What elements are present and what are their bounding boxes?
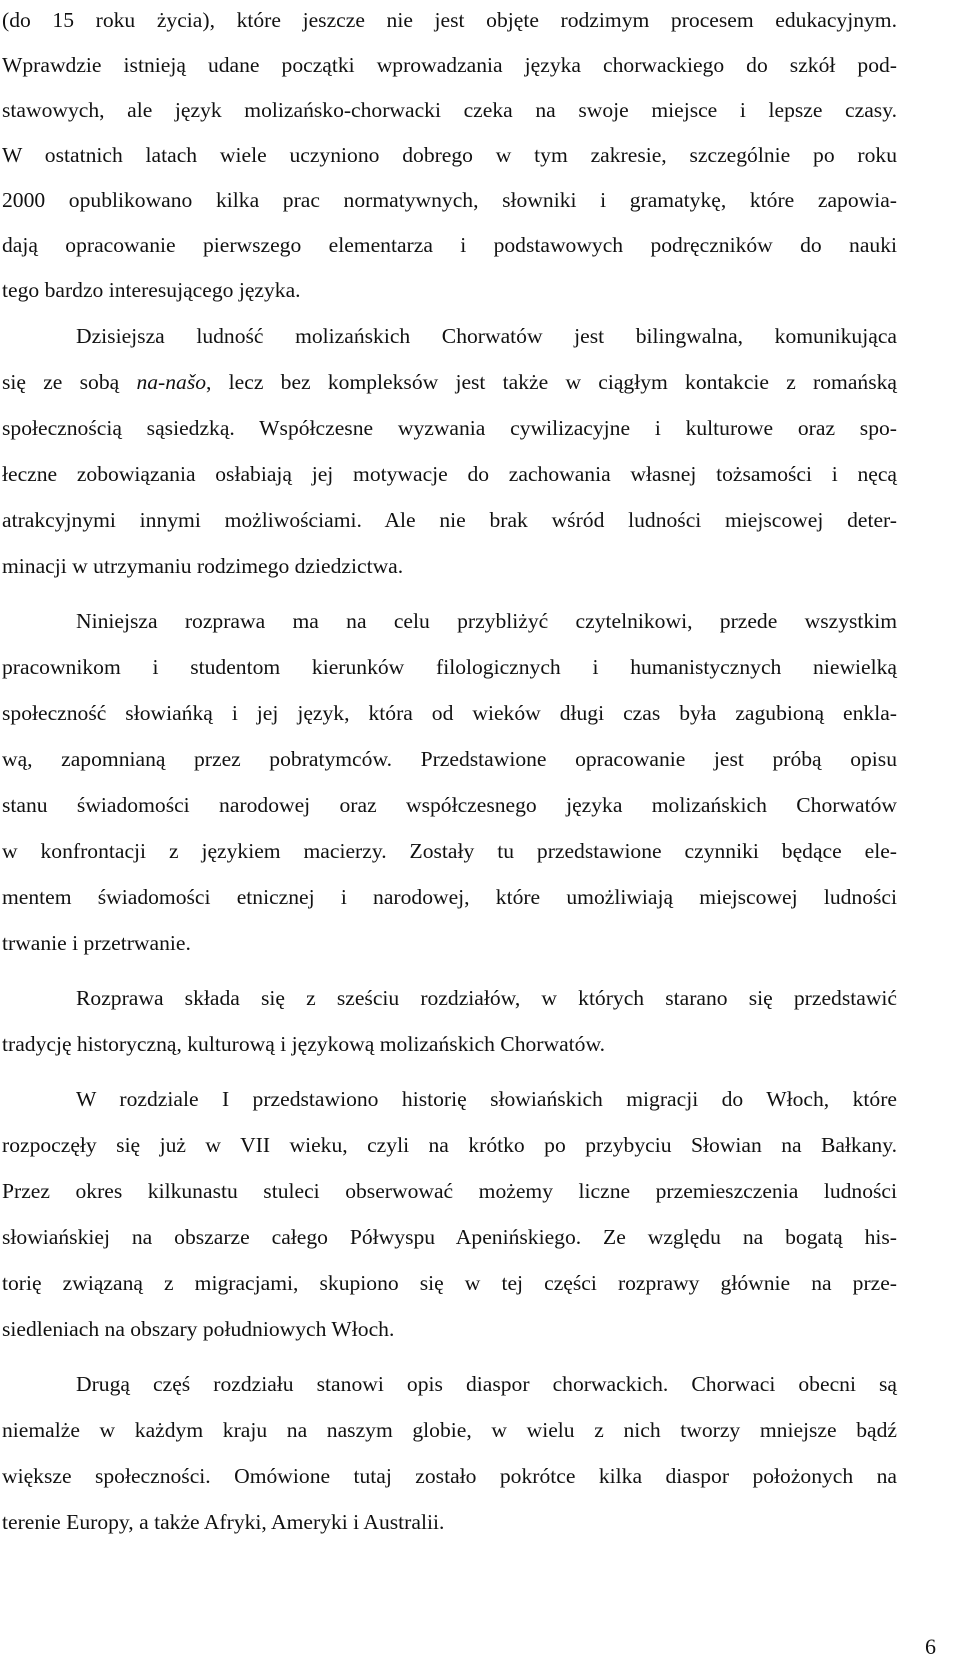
text-line: Niniejsza rozprawa ma na celu przybliżyć czytelnikowi, przede wszystkim (76, 609, 897, 633)
text-line: 2000 opublikowano kilka prac normatywnych, słowniki i gramatykę, które zapowia- (2, 188, 897, 212)
text-line: Dzisiejsza ludność molizańskich Chorwatów jest bilingwalna, komunikująca (76, 324, 897, 348)
text-line: stawowych, ale język molizańsko-chorwacki czeka na swoje miejsce i lepsze czasy. (2, 98, 897, 122)
text-line: w konfrontacji z językiem macierzy. Zostały tu przedstawione czynniki będące ele- (2, 839, 897, 863)
paragraph-3 (2, 598, 897, 966)
body-text (2, 0, 897, 1545)
text-line: tradycję historyczną, kulturową i językową molizańskich Chorwatów. (2, 1032, 606, 1056)
text-line: W rozdziale I przedstawiono historię słowiańskich migracji do Włoch, które (76, 1087, 897, 1111)
text-line: niemalże w każdym kraju na naszym globie, w wielu z nich tworzy mniejsze bądź (2, 1418, 897, 1442)
paragraph-5 (2, 1076, 897, 1352)
text-line: łeczne zobowiązania osłabiają jej motywacje do zachowania własnej tożsamości i nęcą (2, 462, 897, 486)
text-line: atrakcyjnymi innymi możliwościami. Ale nie brak wśród ludności miejscowej deter- (2, 508, 897, 532)
text-line: większe społeczności. Omówione tutaj zostało pokrótce kilka diaspor położonych na (2, 1464, 897, 1488)
text-line: W ostatnich latach wiele uczyniono dobrego w tym zakresie, szczególnie po roku (2, 143, 897, 167)
paragraph-spacer (2, 1352, 897, 1361)
text-line: stanu świadomości narodowej oraz współczesnego języka molizańskich Chorwatów (2, 793, 897, 817)
paragraph-spacer (2, 589, 897, 598)
text-line: Wprawdzie istnieją udane początki wprowadzania języka chorwackiego do szkół pod- (2, 53, 897, 77)
text-line: Przez okres kilkunastu stuleci obserwować możemy liczne przemieszczenia ludności (2, 1179, 897, 1203)
paragraph-spacer (2, 1067, 897, 1076)
text-line: Rozprawa składa się z sześciu rozdziałów, w których starano się przedstawić (76, 986, 897, 1010)
text-line: mentem świadomości etnicznej i narodowej, które umożliwiają miejscowej ludności (2, 885, 897, 909)
text-line: torię związaną z migracjami, skupiono się w tej części rozprawy głównie na prze- (2, 1271, 897, 1295)
paragraph-6 (2, 1361, 897, 1545)
text-line: społecznością sąsiedzką. Współczesne wyzwania cywilizacyjne i kulturowe oraz spo- (2, 416, 897, 440)
paragraph-spacer (2, 966, 897, 975)
text-line: Drugą częś rozdziału stanowi opis diaspor chorwackich. Chorwaci obecni są (76, 1372, 897, 1396)
text-line: trwanie i przetrwanie. (2, 931, 191, 955)
text-line: rozpoczęły się już w VII wieku, czyli na krótko po przybyciu Słowian na Bałkany. (2, 1133, 897, 1157)
text-line: minacji w utrzymaniu rodzimego dziedzictwa. (2, 554, 404, 578)
text-line: się ze sobą na-našo, lecz bez kompleksów jest także w ciągłym kontakcie z romańską (2, 370, 897, 394)
text-line: pracownikom i studentom kierunków filologicznych i humanistycznych niewielką (2, 655, 897, 679)
text-line: siedleniach na obszary południowych Włoch. (2, 1317, 395, 1341)
text-line: słowiańskiej na obszarze całego Półwyspu Apenińskiego. Ze względu na bogatą his- (2, 1225, 897, 1249)
text-line: społeczność słowiańką i jej język, która od wieków długi czas była zagubioną enkla- (2, 701, 897, 725)
paragraph-1 (2, 0, 897, 313)
text-line: terenie Europy, a także Afryki, Ameryki i Australii. (2, 1510, 445, 1534)
page-number: 6 (925, 1634, 936, 1659)
text-line: wą, zapomnianą przez pobratymców. Przedstawione opracowanie jest próbą opisu (2, 747, 897, 771)
paragraph-2 (2, 313, 897, 589)
text-line: (do 15 roku życia), które jeszcze nie jest objęte rodzimym procesem edukacyjnym. (2, 8, 897, 32)
text-line: tego bardzo interesującego języka. (2, 278, 301, 302)
paragraph-4 (2, 975, 897, 1067)
text-line: dają opracowanie pierwszego elementarza i podstawowych podręczników do nauki (2, 233, 897, 257)
italic-term: na-našo (136, 370, 207, 394)
